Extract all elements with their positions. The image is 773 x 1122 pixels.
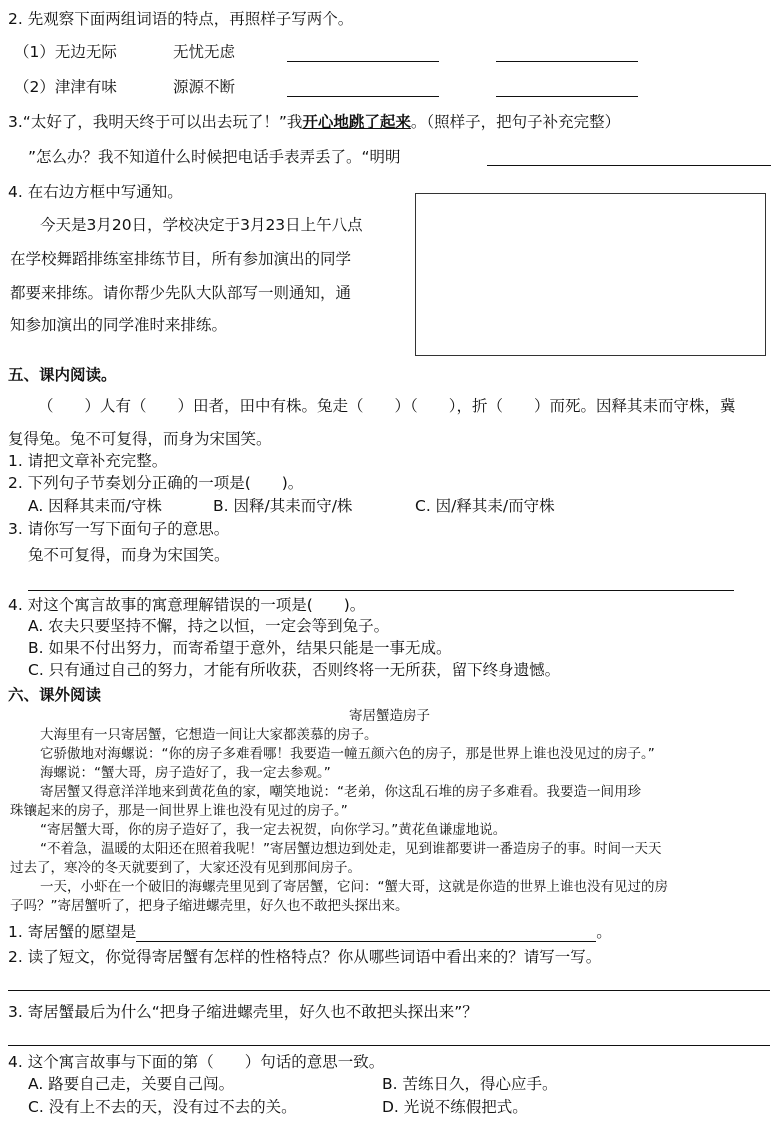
q3-answer-blank[interactable] — [487, 165, 771, 166]
story-line-4: 寄居蟹又得意洋洋地来到黄花鱼的家，嘲笑地说：“老弟，你这乱石堆的房子多难看。我要造一间用珍 — [40, 784, 641, 800]
q3-line1-start: 3.“太好了，我明天终于可以出去玩了！”我 — [8, 113, 303, 131]
sec5-q4: 4. 对这个寓言故事的寓意理解错误的一项是( )。 — [8, 596, 366, 614]
q2-row2-example: 源源不断 — [173, 78, 236, 96]
q3-emphasis: 开心地跳了起来 — [302, 113, 411, 131]
story-line-10: 子吗？”寄居蟹听了，把身子缩进螺壳里，好久也不敢把头探出来。 — [10, 898, 409, 914]
story-line-8: 过去了，寒冷的冬天就要到了，大家还没有见到那间房子。 — [10, 860, 361, 876]
sec6-q1 — [8, 923, 612, 942]
sec6-q4-option-a[interactable]: A. 路要自己走，关要自己闯。 — [28, 1075, 235, 1093]
q4-body-line-4: 知参加演出的同学准时来排练。 — [10, 316, 228, 334]
q2-row2-blank-1[interactable] — [287, 96, 439, 97]
story-line-9: 一天，小虾在一个破旧的海螺壳里见到了寄居蟹，它问：“蟹大哥，这就是你造的世界上谁也没有见过的房 — [40, 879, 668, 895]
sec5-q4-option-b[interactable]: B. 如果不付出努力，而寄希望于意外，结果只能是一事无成。 — [28, 639, 452, 657]
sec6-q2-answer-line[interactable] — [8, 990, 770, 991]
q2-row1-blank-1[interactable] — [287, 61, 439, 62]
q2-title: 2. 先观察下面两组词语的特点，再照样子写两个。 — [8, 10, 354, 28]
sec5-passage-line-1: （ ）人有（ ）田者，田中有株。兔走（ ）（ ），折（ ）而死。因释其耒而守株，冀 — [38, 397, 736, 415]
q3-line1 — [8, 113, 620, 132]
sec6-q4-option-b[interactable]: B. 苦练日久，得心应手。 — [382, 1075, 558, 1093]
q3-line1-end: 。（照样子，把句子补充完整） — [410, 113, 621, 131]
story-title: 寄居蟹造房子 — [349, 708, 430, 724]
sec5-q1: 1. 请把文章补充完整。 — [8, 452, 168, 470]
sec6-q1-end: 。 — [596, 923, 612, 941]
sec6-q4-option-c[interactable]: C. 没有上不去的天，没有过不去的关。 — [28, 1098, 297, 1116]
q4-body-line-1: 今天是3月20日，学校决定于3月23日上午八点 — [40, 216, 363, 234]
sec6-q2: 2. 读了短文，你觉得寄居蟹有怎样的性格特点？你从哪些词语中看出来的？请写一写。 — [8, 948, 602, 966]
sec5-q2: 2. 下列句子节奏划分正确的一项是( )。 — [8, 474, 304, 492]
sec6-q4-option-d[interactable]: D. 光说不练假把式。 — [382, 1098, 528, 1116]
sec6-q3-answer-line[interactable] — [8, 1045, 770, 1046]
sec6-q4: 4. 这个寓言故事与下面的第（ ）句话的意思一致。 — [8, 1053, 385, 1071]
sec5-q3-answer-line[interactable] — [28, 590, 734, 591]
sec5-q2-option-a[interactable]: A. 因释其耒而/守株 — [28, 497, 162, 515]
sec6-q1-blank[interactable] — [136, 925, 596, 942]
section5-heading: 五、课内阅读。 — [8, 366, 117, 384]
story-line-2: 它骄傲地对海螺说：“你的房子多难看哪！我要造一幢五颜六色的房子，那是世界上谁也没见过的房子。” — [40, 746, 655, 762]
notice-writing-box[interactable] — [415, 193, 766, 356]
sec5-q4-option-c[interactable]: C. 只有通过自己的努力，才能有所收获，否则终将一无所获，留下终身遗憾。 — [28, 661, 561, 679]
q4-body-line-3: 都要来排练。请你帮少先队大队部写一则通知，通 — [10, 284, 352, 302]
sec5-q4-option-a[interactable]: A. 农夫只要坚持不懈，持之以恒，一定会等到兔子。 — [28, 617, 390, 635]
sec5-q2-option-c[interactable]: C. 因/释其耒/而守株 — [415, 497, 555, 515]
q3-line2: ”怎么办？我不知道什么时候把电话手表弄丢了。“明明 — [28, 148, 401, 166]
sec5-q2-option-b[interactable]: B. 因释/其耒而守/株 — [213, 497, 353, 515]
q2-row1-blank-2[interactable] — [496, 61, 638, 62]
story-line-5: 珠镶起来的房子，那是一间世界上谁也没有见过的房子。” — [10, 803, 348, 819]
sec6-q1-prompt: 1. 寄居蟹的愿望是 — [8, 923, 137, 941]
q2-row2-blank-2[interactable] — [496, 96, 638, 97]
sec5-passage-line-2: 复得兔。兔不可复得，而身为宋国笑。 — [8, 430, 272, 448]
sec6-q3: 3. 寄居蟹最后为什么“把身子缩进螺壳里，好久也不敢把头探出来”？ — [8, 1003, 478, 1021]
q4-title: 4. 在右边方框中写通知。 — [8, 183, 183, 201]
q4-body-line-2: 在学校舞蹈排练室排练节目，所有参加演出的同学 — [10, 250, 352, 268]
story-line-6: “寄居蟹大哥，你的房子造好了，我一定去祝贺，向你学习。”黄花鱼谦虚地说。 — [40, 822, 507, 838]
story-line-7: “不着急，温暖的太阳还在照着我呢！”寄居蟹边想边到处走，见到谁都要讲一番造房子的事。时间一天天 — [40, 841, 662, 857]
q2-row1-label: （1）无边无际 — [14, 43, 117, 61]
story-line-1: 大海里有一只寄居蟹，它想造一间让大家都羡慕的房子。 — [40, 727, 378, 743]
sec5-q3: 3. 请你写一写下面句子的意思。 — [8, 520, 230, 538]
q2-row1-example: 无忧无虑 — [173, 43, 236, 61]
sec5-q3-sentence: 兔不可复得，而身为宋国笑。 — [28, 546, 230, 564]
story-line-3: 海螺说：“蟹大哥，房子造好了，我一定去参观。” — [40, 765, 331, 781]
q2-row2-label: （2）津津有味 — [14, 78, 117, 96]
section6-heading: 六、课外阅读 — [8, 686, 102, 704]
